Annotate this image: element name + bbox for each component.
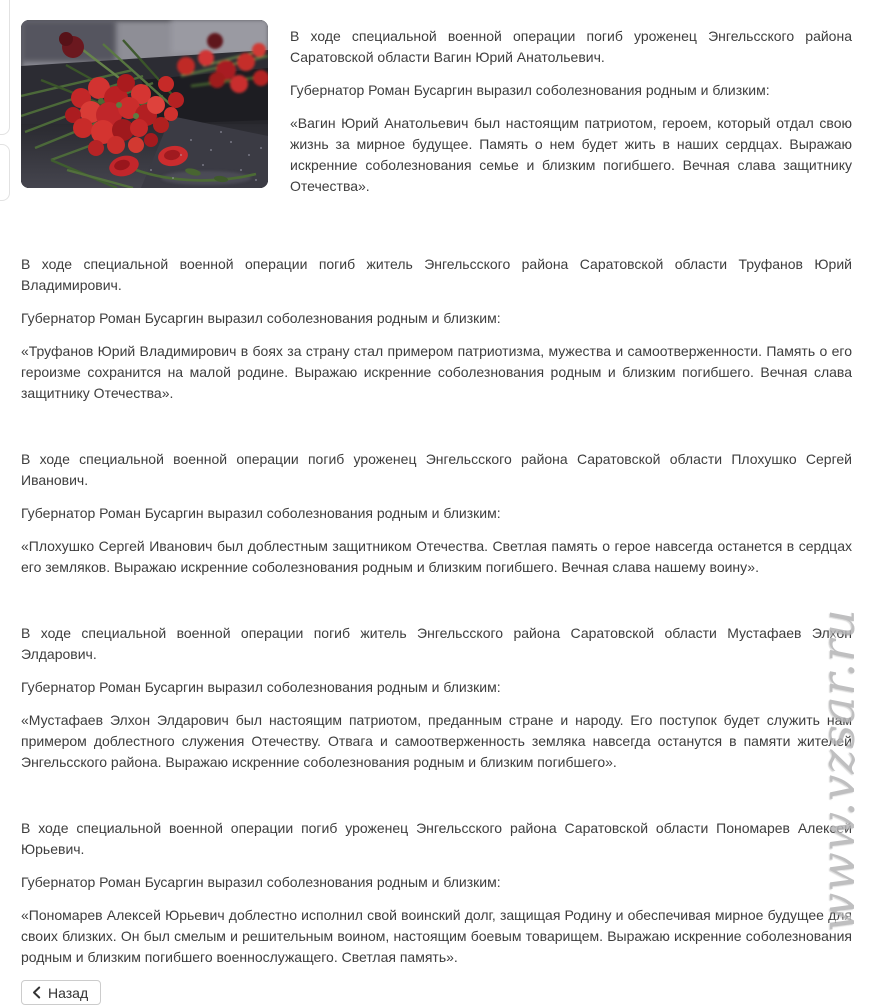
back-button[interactable] <box>21 980 101 1005</box>
obituary-section <box>21 254 852 404</box>
left-edge-panel-top <box>0 0 10 135</box>
back-row <box>21 980 852 1005</box>
paragraph: В ходе специальной военной операции погиб житель Энгельсского района Саратовской области Труфанов Юрий Владимирович. <box>21 256 852 293</box>
paragraph: «Пономарев Алексей Юрьевич доблестно исполнил свой воинский долг, защищая Родину и обеспечивая мирное будущее для своих близких. Он был смелым и решительным воином, настоящим боевым товарищем. Выражаю искренние соболезнования родным и близким погибшего военнослужащего. Светлая память». <box>21 907 852 965</box>
paragraph: В ходе специальной военной операции погиб уроженец Энгельсского района Саратовской области Плохушко Сергей Иванович. <box>21 451 852 488</box>
paragraph: Губернатор Роман Бусаргин выразил соболезнования родным и близким: <box>21 679 501 695</box>
carnations-memorial-illustration <box>21 20 268 188</box>
paragraph: «Мустафаев Элхон Элдарович был настоящим патриотом, преданным стране и народу. Его поступок будет служить нам примером доблестного служения Отечеству. Отвага и самоотверженность земляка навсегда останутся в памяти жителей Энгельсского района. Выражаю искренние соболезнования родным и близким погибшего». <box>21 712 852 770</box>
paragraph: Губернатор Роман Бусаргин выразил соболезнования родным и близким: <box>21 505 501 521</box>
back-button-label: Назад <box>48 984 89 1001</box>
paragraph: В ходе специальной военной операции погиб уроженец Энгельсского района Саратовской области Вагин Юрий Анатольевич. <box>290 28 852 65</box>
paragraph: «Вагин Юрий Анатольевич был настоящим патриотом, героем, который отдал свою жизнь за мирное будущее. Память о нем будет жить в наших сердцах. Выражаю искренние соболезнования семье и близким погибшего. Вечная слава защитнику Отечества». <box>290 115 852 194</box>
obituary-section <box>21 20 852 209</box>
paragraph: Губернатор Роман Бусаргин выразил соболезнования родным и близким: <box>21 874 501 890</box>
article-photo <box>21 20 268 188</box>
site-watermark: www.vzsar.ru <box>811 608 865 932</box>
paragraph: «Плохушко Сергей Иванович был доблестным защитником Отечества. Светлая память о герое навсегда останется в сердцах его земляков. Выражаю искренние соболезнования родным и близким погибшего. Вечная слава нашему воину». <box>21 538 852 575</box>
paragraph: Губернатор Роман Бусаргин выразил соболезнования родным и близким: <box>290 82 770 98</box>
obituary-section <box>21 818 852 968</box>
paragraph: «Труфанов Юрий Владимирович в боях за страну стал примером патриотизма, мужества и самоотверженности. Память о его героизме сохранится на малой родине. Выражаю искренние соболезнования родным и близким погибшего. Вечная слава защитнику Отечества». <box>21 343 852 401</box>
obituary-section <box>21 449 852 578</box>
paragraph: В ходе специальной военной операции погиб уроженец Энгельсского района Саратовской области Пономарев Алексей Юрьевич. <box>21 820 852 857</box>
left-edge-panel-bottom <box>0 144 10 201</box>
paragraph: Губернатор Роман Бусаргин выразил соболезнования родным и близким: <box>21 310 501 326</box>
obituary-section <box>21 623 852 773</box>
chevron-left-icon <box>32 986 41 999</box>
paragraph: В ходе специальной военной операции погиб житель Энгельсского района Саратовской области Мустафаев Элхон Элдарович. <box>21 625 852 662</box>
obituary-text-block <box>290 20 852 209</box>
